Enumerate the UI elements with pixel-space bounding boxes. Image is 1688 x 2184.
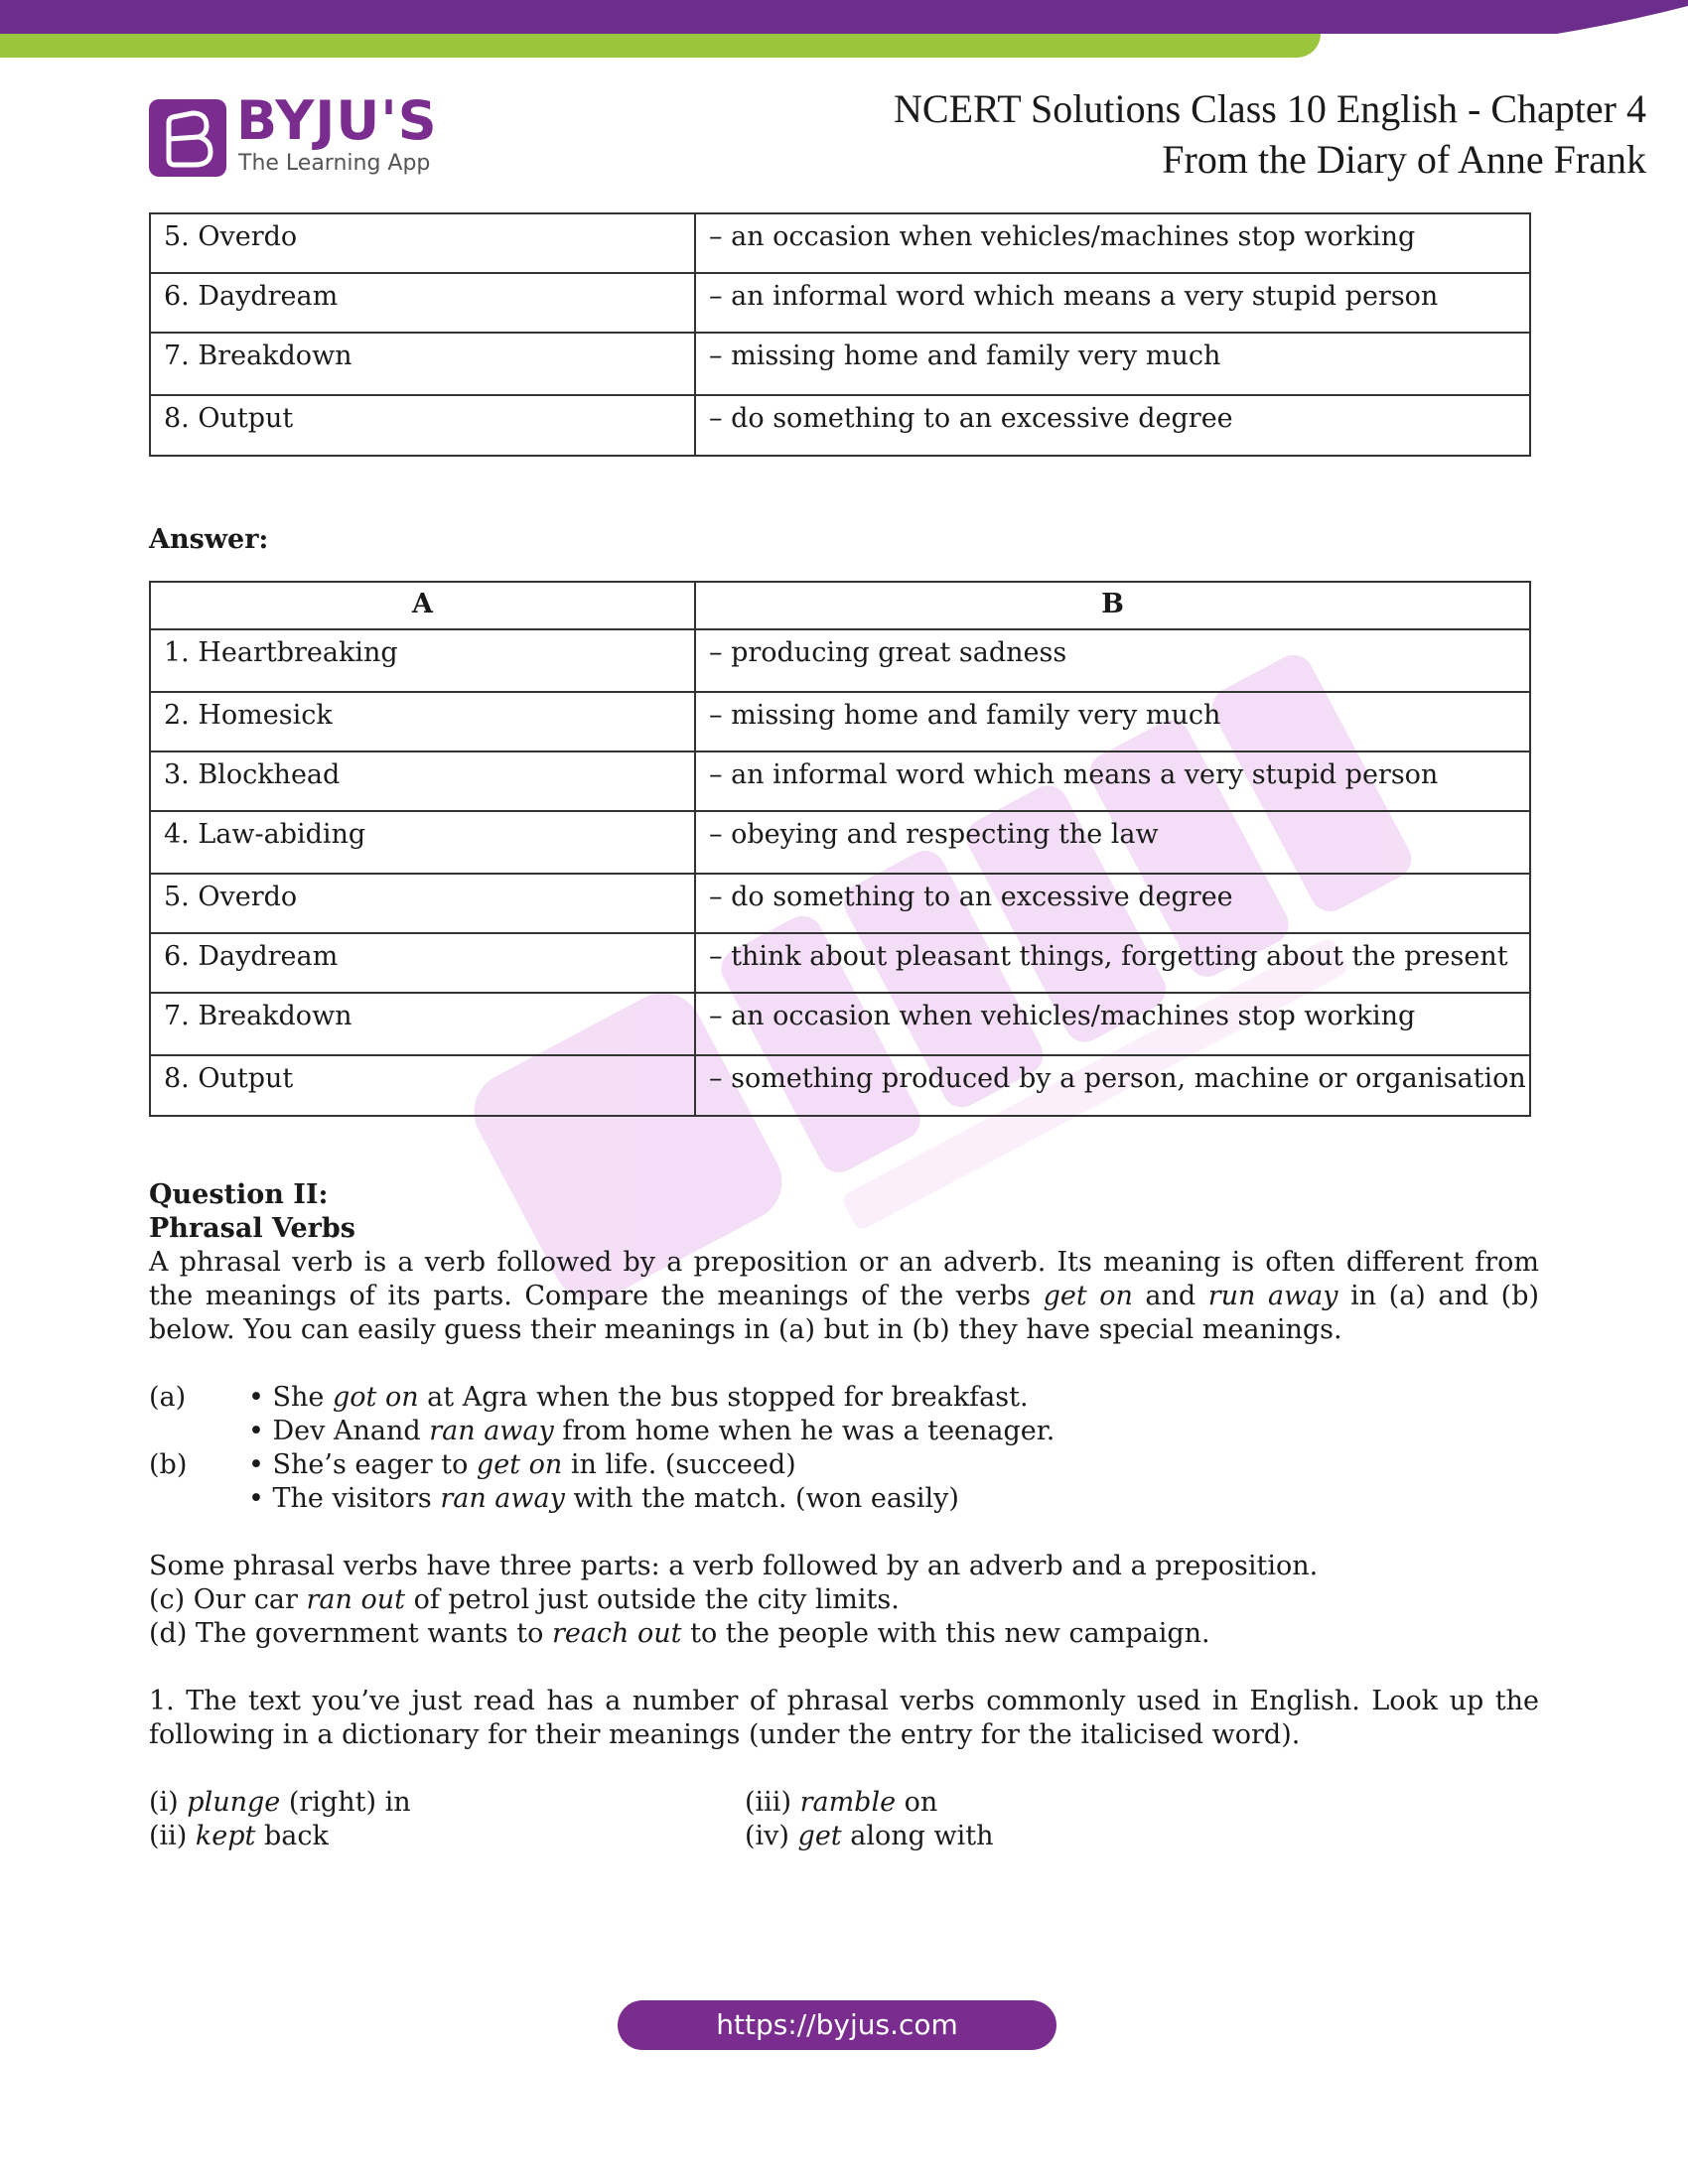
table-row <box>150 333 1530 395</box>
cell-b: – do something to an excessive degree <box>695 874 1530 933</box>
cell-b: – missing home and family very much <box>695 692 1530 751</box>
table-row <box>150 874 1530 933</box>
table-header-row <box>150 582 1530 629</box>
cell-a: 7. Breakdown <box>150 993 695 1055</box>
table-row <box>150 751 1530 811</box>
document-title <box>894 83 1646 185</box>
byjus-logo <box>149 89 438 183</box>
list-item: (ii) kept back <box>149 1821 329 1851</box>
question-2-section <box>149 1178 1539 1853</box>
cell-b: – producing great sadness <box>695 629 1530 692</box>
brand-tagline: The Learning App <box>238 151 431 176</box>
intro-paragraph: A phrasal verb is a verb followed by a preposition or an adverb. Its meaning is often different from the meanings of its parts. Compare the meanings of the verbs get on and run away in (a) and (b) below. You can easily guess their meanings in (a) but in (b) they have special meanings. <box>149 1247 1540 1345</box>
footer-url-link[interactable]: https://byjus.com <box>618 2000 1056 2050</box>
logo-mark-icon <box>149 99 226 177</box>
example-c: (c) Our car ran out of petrol just outside the city limits. <box>149 1584 900 1615</box>
page-content <box>149 212 1539 1853</box>
example-a-line-1: (a) • She got on at Agra when the bus stopped for breakfast. <box>149 1382 1029 1413</box>
cell-a: 4. Law-abiding <box>150 811 695 874</box>
table-row <box>150 933 1530 993</box>
cell-a: 8. Output <box>150 1055 695 1116</box>
cell-a: 6. Daydream <box>150 273 695 333</box>
cell-a: 7. Breakdown <box>150 333 695 395</box>
three-part-note: Some phrasal verbs have three parts: a verb followed by an adverb and a preposition. <box>149 1551 1319 1581</box>
example-a-line-2: • Dev Anand ran away from home when he was a teenager. <box>248 1416 1055 1446</box>
cell-b: – do something to an excessive degree <box>695 395 1530 456</box>
cell-b: – an occasion when vehicles/machines stop working <box>695 213 1530 273</box>
cell-b: – an informal word which means a very stupid person <box>695 751 1530 811</box>
cell-b: – an occasion when vehicles/machines stop working <box>695 993 1530 1055</box>
example-label: (b) <box>149 1449 188 1480</box>
list-item: (iii) ramble on <box>745 1787 938 1818</box>
cell-b: – missing home and family very much <box>695 333 1530 395</box>
brand-name: BYJU'S <box>236 89 438 152</box>
table-row <box>150 692 1530 751</box>
table-row <box>150 993 1530 1055</box>
cell-a: 1. Heartbreaking <box>150 629 695 692</box>
list-item: (iv) get along with <box>745 1821 994 1851</box>
header-band-green <box>0 34 1321 58</box>
table-row <box>150 213 1530 273</box>
answer-label: Answer: <box>149 524 269 555</box>
example-b-line-2: • The visitors ran away with the match. (won easily) <box>248 1483 959 1514</box>
cell-a: 8. Output <box>150 395 695 456</box>
table-row <box>150 1055 1530 1116</box>
cell-b: – an informal word which means a very stupid person <box>695 273 1530 333</box>
header-band-curve <box>1192 0 1688 58</box>
cell-b: – obeying and respecting the law <box>695 811 1530 874</box>
cell-a: 2. Homesick <box>150 692 695 751</box>
cell-a: 3. Blockhead <box>150 751 695 811</box>
cell-b: – think about pleasant things, forgetting about the present <box>695 933 1530 993</box>
cell-a: 6. Daydream <box>150 933 695 993</box>
cell-b: – something produced by a person, machine or organisation <box>695 1055 1530 1116</box>
list-item: (i) plunge (right) in <box>149 1787 411 1818</box>
phrasal-verb-list <box>149 1786 1539 1853</box>
table-row <box>150 811 1530 874</box>
column-header-a: A <box>150 582 695 629</box>
example-d: (d) The government wants to reach out to the people with this new campaign. <box>149 1618 1210 1649</box>
example-label: (a) <box>149 1382 187 1413</box>
match-table-continued <box>149 212 1531 457</box>
table-row <box>150 395 1530 456</box>
question-heading: Question II: <box>149 1179 329 1210</box>
column-header-b: B <box>695 582 1530 629</box>
example-b-line-1: (b) • She’s eager to get on in life. (succeed) <box>149 1449 796 1480</box>
title-line-1: NCERT Solutions Class 10 English - Chapter 4 <box>894 86 1646 131</box>
cell-a: 5. Overdo <box>150 874 695 933</box>
task-1: 1. The text you’ve just read has a number of phrasal verbs commonly used in English. Look up the following in a dictionary for their meanings (under the entry for the italicised word). <box>149 1686 1539 1750</box>
table-row <box>150 273 1530 333</box>
table-row <box>150 629 1530 692</box>
cell-a: 5. Overdo <box>150 213 695 273</box>
question-subheading: Phrasal Verbs <box>149 1213 355 1244</box>
answer-table <box>149 581 1531 1117</box>
title-line-2: From the Diary of Anne Frank <box>1162 137 1646 182</box>
